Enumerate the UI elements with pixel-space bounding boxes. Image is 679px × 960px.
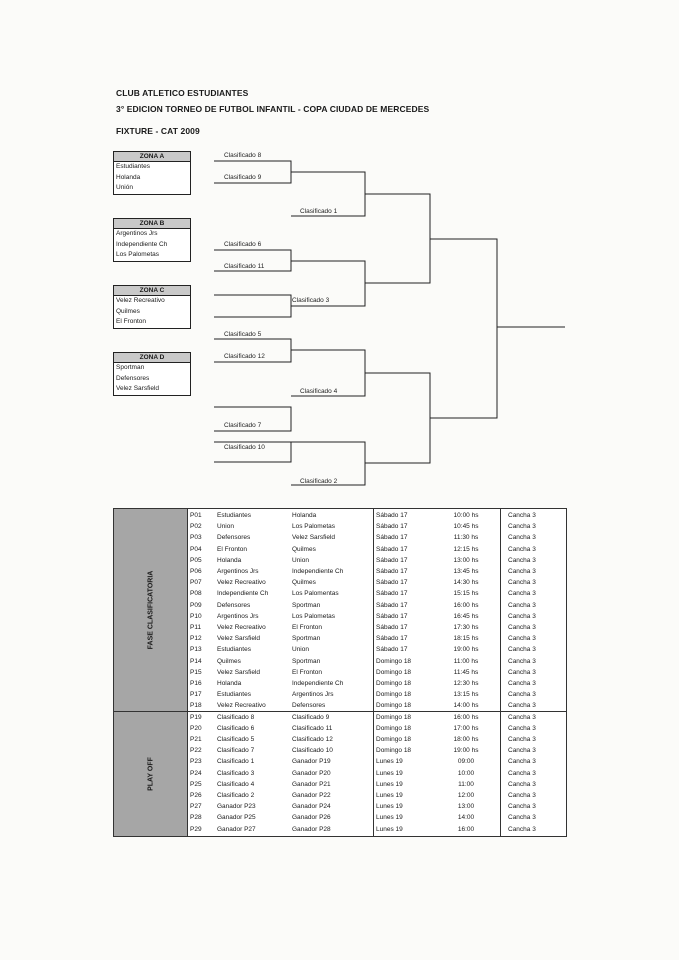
match-time: 14:00 hs bbox=[453, 702, 479, 710]
match-day: Domingo 18 bbox=[376, 668, 412, 676]
table-row bbox=[114, 633, 566, 644]
match-day: Sábado 17 bbox=[376, 601, 408, 609]
match-day: Sábado 17 bbox=[376, 512, 408, 519]
away-team: Sportman bbox=[292, 601, 321, 609]
match-field: Cancha 3 bbox=[508, 579, 536, 587]
match-time: 14:00 bbox=[457, 814, 475, 822]
bracket-slot-label: Clasificado 10 bbox=[224, 444, 265, 451]
zone-title: ZONA C bbox=[114, 286, 190, 296]
home-team: Clasificado 4 bbox=[217, 780, 255, 788]
home-team: Clasificado 7 bbox=[217, 747, 255, 755]
table-row bbox=[114, 723, 566, 734]
table-row bbox=[114, 678, 566, 689]
match-field: Cancha 3 bbox=[508, 758, 536, 766]
match-time: 19:00 hs bbox=[453, 747, 479, 755]
match-day: Lunes 19 bbox=[376, 792, 403, 799]
home-team: Estudiantes bbox=[217, 512, 251, 519]
match-time: 19:00 hs bbox=[453, 646, 479, 654]
match-day: Domingo 18 bbox=[376, 657, 412, 665]
away-team: Sportman bbox=[292, 635, 321, 643]
match-id: P25 bbox=[190, 780, 202, 788]
away-team: Argentinos Jrs bbox=[292, 691, 334, 699]
away-team: Ganador P22 bbox=[292, 792, 331, 799]
bracket-slot-label: Clasificado 5 bbox=[224, 331, 262, 338]
home-team: Clasificado 2 bbox=[217, 792, 255, 799]
home-team: Ganador P25 bbox=[217, 814, 256, 822]
match-day: Lunes 19 bbox=[376, 769, 403, 777]
match-id: P18 bbox=[190, 702, 202, 710]
fixture-table bbox=[113, 508, 567, 837]
away-team: Holanda bbox=[292, 512, 317, 519]
home-team: Ganador P27 bbox=[217, 825, 256, 833]
match-id: P21 bbox=[190, 736, 202, 743]
match-day: Lunes 19 bbox=[376, 803, 403, 811]
match-time: 16:00 hs bbox=[453, 601, 479, 609]
table-row bbox=[114, 700, 566, 711]
match-day: Sábado 17 bbox=[376, 646, 408, 654]
match-field: Cancha 3 bbox=[508, 568, 536, 575]
match-field: Cancha 3 bbox=[508, 523, 536, 531]
match-id: P06 bbox=[190, 568, 202, 575]
table-row bbox=[114, 566, 566, 577]
away-team: Velez Sarsfield bbox=[292, 534, 335, 542]
zone-team: Velez Sarsfield bbox=[116, 385, 159, 392]
match-id: P23 bbox=[190, 758, 202, 766]
match-time: 11:30 hs bbox=[453, 534, 479, 542]
match-time: 13:00 hs bbox=[453, 556, 479, 564]
match-id: P28 bbox=[190, 814, 202, 822]
match-day: Sábado 17 bbox=[376, 545, 408, 553]
away-team: Ganador P24 bbox=[292, 803, 331, 811]
table-row bbox=[114, 577, 566, 588]
away-team: Los Palometas bbox=[292, 523, 335, 531]
match-time: 10:00 bbox=[457, 769, 475, 777]
match-time: 10:00 hs bbox=[453, 512, 479, 519]
match-id: P13 bbox=[190, 646, 202, 654]
match-time: 18:15 hs bbox=[453, 635, 479, 643]
zone-team: Velez Recreativo bbox=[116, 297, 165, 304]
table-row bbox=[114, 600, 566, 611]
match-day: Sábado 17 bbox=[376, 568, 408, 575]
zone-team: Estudiantes bbox=[116, 163, 150, 170]
away-team: Independiente Ch bbox=[292, 680, 344, 687]
table-row bbox=[114, 667, 566, 678]
match-field: Cancha 3 bbox=[508, 624, 536, 631]
zone-title: ZONA B bbox=[114, 219, 190, 229]
match-day: Lunes 19 bbox=[376, 825, 403, 833]
table-row bbox=[114, 745, 566, 756]
match-field: Cancha 3 bbox=[508, 680, 536, 687]
match-day: Sábado 17 bbox=[376, 612, 408, 620]
away-team: Los Palometas bbox=[292, 612, 335, 620]
match-field: Cancha 3 bbox=[508, 691, 536, 699]
match-time: 18:00 hs bbox=[453, 736, 479, 743]
phase-group-label: FASE CLASIFICATORIA bbox=[147, 570, 154, 650]
match-time: 15:15 hs bbox=[453, 590, 479, 598]
match-field: Cancha 3 bbox=[508, 556, 536, 564]
away-team: Quilmes bbox=[292, 579, 316, 587]
match-field: Cancha 3 bbox=[508, 803, 536, 811]
match-day: Sábado 17 bbox=[376, 590, 408, 598]
away-team: Clasificado 11 bbox=[292, 724, 333, 732]
match-time: 16:00 hs bbox=[453, 713, 479, 721]
match-time: 11:00 bbox=[458, 780, 474, 788]
home-team: Argentinos Jrs bbox=[217, 568, 259, 575]
away-team: Clasificado 12 bbox=[292, 736, 333, 743]
match-id: P03 bbox=[190, 534, 202, 542]
match-time: 17:00 hs bbox=[453, 724, 479, 732]
home-team: Clasificado 3 bbox=[217, 769, 255, 777]
match-day: Sábado 17 bbox=[376, 556, 408, 564]
match-field: Cancha 3 bbox=[508, 736, 536, 743]
away-team: Independiente Ch bbox=[292, 568, 344, 575]
bracket-slot-label: Clasificado 3 bbox=[292, 297, 330, 304]
match-field: Cancha 3 bbox=[508, 780, 536, 788]
away-team: El Fronton bbox=[292, 624, 322, 631]
bracket-slot-label: Clasificado 2 bbox=[300, 478, 338, 485]
away-team: Los Palomentas bbox=[292, 590, 339, 598]
match-time: 16:45 hs bbox=[453, 612, 479, 620]
match-day: Lunes 19 bbox=[376, 780, 403, 788]
home-team: Estudiantes bbox=[217, 691, 251, 699]
match-time: 12:15 hs bbox=[453, 545, 479, 553]
table-row bbox=[114, 510, 566, 521]
match-time: 14:30 hs bbox=[453, 579, 479, 587]
match-id: P05 bbox=[190, 556, 202, 564]
home-team: Velez Recreativo bbox=[217, 702, 266, 710]
match-day: Domingo 18 bbox=[376, 713, 412, 721]
zone-title: ZONA A bbox=[114, 152, 190, 162]
match-field: Cancha 3 bbox=[508, 612, 536, 620]
table-row bbox=[114, 644, 566, 655]
match-time: 12:30 hs bbox=[453, 680, 479, 687]
home-team: Estudiantes bbox=[217, 646, 251, 654]
away-team: Ganador P28 bbox=[292, 825, 331, 833]
match-time: 13:00 bbox=[457, 803, 475, 811]
bracket-slot-label: Clasificado 4 bbox=[300, 388, 338, 395]
table-row bbox=[114, 521, 566, 532]
match-id: P09 bbox=[190, 601, 202, 609]
table-row bbox=[114, 544, 566, 555]
match-field: Cancha 3 bbox=[508, 713, 536, 721]
home-team: El Fronton bbox=[217, 545, 247, 553]
home-team: Quilmes bbox=[217, 657, 241, 665]
table-row bbox=[114, 656, 566, 667]
match-id: P17 bbox=[190, 691, 202, 699]
away-team: El Fronton bbox=[292, 668, 322, 676]
home-team: Union bbox=[217, 523, 234, 531]
match-id: P24 bbox=[190, 769, 202, 777]
match-field: Cancha 3 bbox=[508, 534, 536, 542]
home-team: Holanda bbox=[217, 680, 242, 687]
bracket-slot-label: Clasificado 8 bbox=[224, 152, 262, 159]
match-field: Cancha 3 bbox=[508, 590, 536, 598]
table-row bbox=[114, 532, 566, 543]
home-team: Defensores bbox=[217, 601, 251, 609]
match-field: Cancha 3 bbox=[508, 545, 536, 553]
zone-team: Defensores bbox=[116, 374, 150, 382]
match-id: P16 bbox=[190, 680, 202, 687]
match-field: Cancha 3 bbox=[508, 769, 536, 777]
home-team: Ganador P23 bbox=[217, 803, 256, 811]
away-team: Ganador P20 bbox=[292, 769, 331, 777]
away-team: Union bbox=[292, 556, 309, 564]
away-team: Clasificado 10 bbox=[292, 747, 333, 755]
table-row bbox=[114, 812, 566, 823]
match-day: Domingo 18 bbox=[376, 680, 412, 687]
match-day: Domingo 18 bbox=[376, 724, 412, 732]
home-team: Velez Recreativo bbox=[217, 579, 266, 587]
match-time: 16:00 bbox=[457, 825, 475, 833]
phase-playoff-label: PLAY OFF bbox=[147, 756, 154, 791]
match-id: P11 bbox=[190, 624, 202, 631]
match-field: Cancha 3 bbox=[508, 792, 536, 799]
home-team: Independiente Ch bbox=[217, 590, 269, 598]
zone-team: Sportman bbox=[116, 364, 145, 371]
zone-team: Los Palometas bbox=[116, 251, 159, 258]
table-row bbox=[114, 622, 566, 633]
home-team: Clasificado 8 bbox=[217, 713, 255, 721]
club-title: CLUB ATLETICO ESTUDIANTES bbox=[116, 88, 249, 98]
zone-team: Independiente Ch bbox=[116, 240, 168, 248]
match-time: 10:45 hs bbox=[453, 523, 479, 531]
match-id: P02 bbox=[190, 523, 202, 531]
table-row bbox=[114, 779, 566, 790]
away-team: Sportman bbox=[292, 657, 321, 665]
match-id: P12 bbox=[190, 635, 202, 643]
match-time: 11:45 hs bbox=[453, 668, 479, 676]
match-id: P26 bbox=[190, 792, 202, 799]
match-time: 13:15 hs bbox=[453, 691, 479, 699]
home-team: Velez Recreativo bbox=[217, 624, 266, 631]
match-id: P15 bbox=[190, 668, 202, 676]
match-id: P14 bbox=[190, 657, 202, 665]
bracket-slot-label: Clasificado 12 bbox=[224, 353, 265, 360]
match-time: 12:00 bbox=[457, 792, 475, 799]
match-id: P22 bbox=[190, 747, 202, 755]
away-team: Ganador P19 bbox=[292, 758, 331, 766]
match-field: Cancha 3 bbox=[508, 646, 536, 654]
match-field: Cancha 3 bbox=[508, 601, 536, 609]
home-team: Velez Sarsfield bbox=[217, 635, 260, 643]
bracket-slot-label: Clasificado 11 bbox=[224, 263, 265, 270]
away-team: Ganador P26 bbox=[292, 814, 331, 822]
match-day: Domingo 18 bbox=[376, 691, 412, 699]
match-day: Sábado 17 bbox=[376, 579, 408, 587]
bracket-slot-label: Clasificado 9 bbox=[224, 174, 262, 181]
table-row bbox=[114, 824, 566, 835]
table-row bbox=[114, 801, 566, 812]
bracket-slot-label: Clasificado 7 bbox=[224, 422, 262, 429]
home-team: Clasificado 5 bbox=[217, 736, 255, 743]
match-id: P19 bbox=[190, 713, 202, 721]
away-team: Ganador P21 bbox=[292, 780, 331, 788]
away-team: Defensores bbox=[292, 702, 326, 710]
zone-team: Argentinos Jrs bbox=[116, 230, 158, 237]
match-day: Sábado 17 bbox=[376, 635, 408, 643]
match-day: Lunes 19 bbox=[376, 758, 403, 766]
match-time: 11:00 hs bbox=[453, 657, 479, 665]
match-day: Domingo 18 bbox=[376, 702, 412, 710]
bracket-slot-label: Clasificado 6 bbox=[224, 241, 262, 248]
match-id: P08 bbox=[190, 590, 202, 598]
zone-team: Unión bbox=[116, 184, 133, 191]
zone-team: Holanda bbox=[116, 173, 141, 181]
match-day: Domingo 18 bbox=[376, 736, 412, 743]
match-day: Domingo 18 bbox=[376, 747, 412, 755]
table-row bbox=[114, 611, 566, 622]
match-time: 13:45 hs bbox=[453, 568, 479, 575]
tournament-title: 3° EDICION TORNEO DE FUTBOL INFANTIL - COPA CIUDAD DE MERCEDES bbox=[116, 104, 430, 114]
bracket-lines bbox=[214, 161, 565, 485]
home-team: Clasificado 1 bbox=[217, 758, 255, 766]
match-day: Sábado 17 bbox=[376, 534, 408, 542]
match-field: Cancha 3 bbox=[508, 747, 536, 755]
table-row bbox=[114, 768, 566, 779]
match-field: Cancha 3 bbox=[508, 657, 536, 665]
home-team: Clasificado 6 bbox=[217, 724, 255, 732]
away-team: Clasificado 9 bbox=[292, 713, 330, 721]
match-day: Sábado 17 bbox=[376, 624, 408, 631]
table-row bbox=[114, 555, 566, 566]
match-day: Sábado 17 bbox=[376, 523, 408, 531]
match-id: P27 bbox=[190, 803, 202, 811]
away-team: Quilmes bbox=[292, 545, 316, 553]
away-team: Union bbox=[292, 646, 309, 654]
match-day: Lunes 19 bbox=[376, 814, 403, 822]
match-id: P10 bbox=[190, 612, 202, 620]
match-field: Cancha 3 bbox=[508, 635, 536, 643]
zone-team: El Fronton bbox=[116, 318, 146, 325]
table-row bbox=[114, 756, 566, 767]
match-id: P20 bbox=[190, 724, 202, 732]
match-field: Cancha 3 bbox=[508, 702, 536, 710]
match-field: Cancha 3 bbox=[508, 724, 536, 732]
match-id: P01 bbox=[190, 512, 202, 519]
match-field: Cancha 3 bbox=[508, 814, 536, 822]
home-team: Argentinos Jrs bbox=[217, 612, 259, 620]
match-field: Cancha 3 bbox=[508, 512, 536, 519]
zone-team: Quilmes bbox=[116, 307, 140, 315]
fixture-title: FIXTURE - CAT 2009 bbox=[116, 126, 200, 136]
table-row bbox=[114, 689, 566, 700]
table-row bbox=[114, 734, 566, 745]
home-team: Holanda bbox=[217, 556, 242, 564]
match-field: Cancha 3 bbox=[508, 825, 536, 833]
table-row bbox=[114, 790, 566, 801]
table-row bbox=[114, 712, 566, 723]
match-time: 09:00 bbox=[457, 758, 475, 766]
match-id: P29 bbox=[190, 825, 202, 833]
home-team: Velez Sarsfield bbox=[217, 668, 260, 676]
match-field: Cancha 3 bbox=[508, 668, 536, 676]
match-id: P07 bbox=[190, 579, 202, 587]
match-time: 17:30 hs bbox=[453, 624, 479, 631]
table-row bbox=[114, 588, 566, 599]
home-team: Defensores bbox=[217, 534, 251, 542]
zone-title: ZONA D bbox=[114, 353, 190, 363]
match-id: P04 bbox=[190, 545, 202, 553]
bracket-slot-label: Clasificado 1 bbox=[300, 208, 338, 215]
